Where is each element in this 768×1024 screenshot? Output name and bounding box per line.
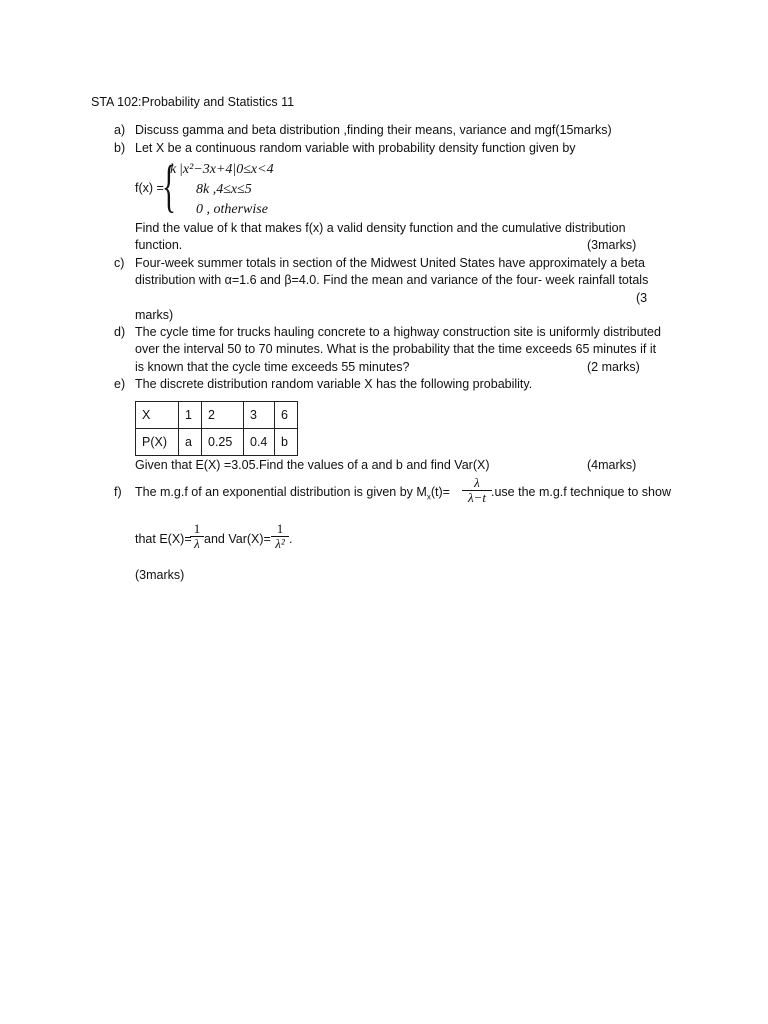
fx-label: f(x) = (135, 181, 164, 195)
table-cell: b (275, 429, 298, 456)
mgf-fraction (462, 476, 492, 505)
question-d-line1: The cycle time for trucks hauling concrete to a highway construction site is uniformly distributed (135, 325, 661, 339)
question-d-line3: is known that the cycle time exceeds 55 minutes? (135, 360, 410, 374)
variance-fraction-numerator: 1 (276, 521, 284, 536)
probability-table (135, 401, 298, 456)
question-e-line2: Given that E(X) =3.05.Find the values of a and b and find Var(X) (135, 458, 490, 472)
variance-fraction-denominator: λ² (275, 536, 285, 551)
mgf-fraction-numerator: λ (474, 475, 480, 490)
question-f-line1-text: The m.g.f of an exponential distribution is given by M (135, 485, 427, 499)
question-f-marks: (3marks) (135, 568, 185, 582)
question-f-line2c: . (289, 532, 293, 546)
page-title: STA 102:Probability and Statistics 11 (91, 95, 295, 109)
question-b-marks: (3marks) (587, 238, 637, 252)
table-cell: 2 (202, 402, 244, 429)
question-c-marks-open: (3 (636, 291, 648, 305)
question-d-line2: over the interval 50 to 70 minutes. What is the probability that the time exceeds 65 minutes if it (135, 342, 657, 356)
table-cell: X (136, 402, 179, 429)
question-f-line1-t: (t)= (430, 485, 450, 499)
question-c-marker: c) (114, 256, 125, 270)
question-f-line1-rest: .use the m.g.f technique to show (491, 485, 671, 499)
table-cell: P(X) (136, 429, 179, 456)
question-c-line2: distribution with α=1.6 and β=4.0. Find the mean and variance of the four- week rainfall totals (135, 273, 649, 287)
question-f-line2b: and Var(X)= (204, 532, 271, 546)
question-b-line1: Let X be a continuous random variable with probability density function given by (135, 141, 576, 155)
piecewise-case-3: 0 , otherwise (196, 202, 268, 217)
question-e-marks: (4marks) (587, 458, 637, 472)
question-b-marker: b) (114, 141, 126, 155)
mgf-subscript: x (426, 492, 431, 502)
question-d-marks: (2 marks) (587, 360, 640, 374)
mean-fraction (190, 522, 204, 551)
variance-fraction (271, 522, 289, 551)
question-c-line1: Four-week summer totals in section of the Midwest United States have approximately a beta (135, 256, 645, 270)
table-cell: 6 (275, 402, 298, 429)
piecewise-case-2: 8k ,4≤x≤5 (196, 182, 252, 197)
question-f-marker: f) (114, 485, 122, 499)
question-b-line2: Find the value of k that makes f(x) a valid density function and the cumulative distribution (135, 221, 626, 235)
question-e-marker: e) (114, 377, 126, 391)
table-cell: a (179, 429, 202, 456)
mean-fraction-numerator: 1 (193, 521, 201, 536)
mean-fraction-denominator: λ (194, 536, 200, 551)
question-a-text: Discuss gamma and beta distribution ,finding their means, variance and mgf(15marks) (135, 123, 612, 137)
question-c-marks-close: marks) (135, 308, 174, 322)
piecewise-brace: { (162, 153, 176, 218)
question-f-line1 (135, 486, 450, 502)
question-e-line1: The discrete distribution random variable X has the following probability. (135, 377, 533, 391)
mgf-fraction-denominator: λ−t (467, 490, 486, 505)
question-d-marker: d) (114, 325, 126, 339)
table-row (136, 402, 298, 429)
table-cell: 3 (244, 402, 275, 429)
question-f-line2a: that E(X)= (135, 532, 192, 546)
table-cell: 0.4 (244, 429, 275, 456)
question-b-line3: function. (135, 238, 183, 252)
table-row (136, 429, 298, 456)
question-a-marker: a) (114, 123, 126, 137)
piecewise-case-1: k |x²−3x+4|0≤x<4 (170, 162, 274, 177)
table-cell: 0.25 (202, 429, 244, 456)
table-cell: 1 (179, 402, 202, 429)
